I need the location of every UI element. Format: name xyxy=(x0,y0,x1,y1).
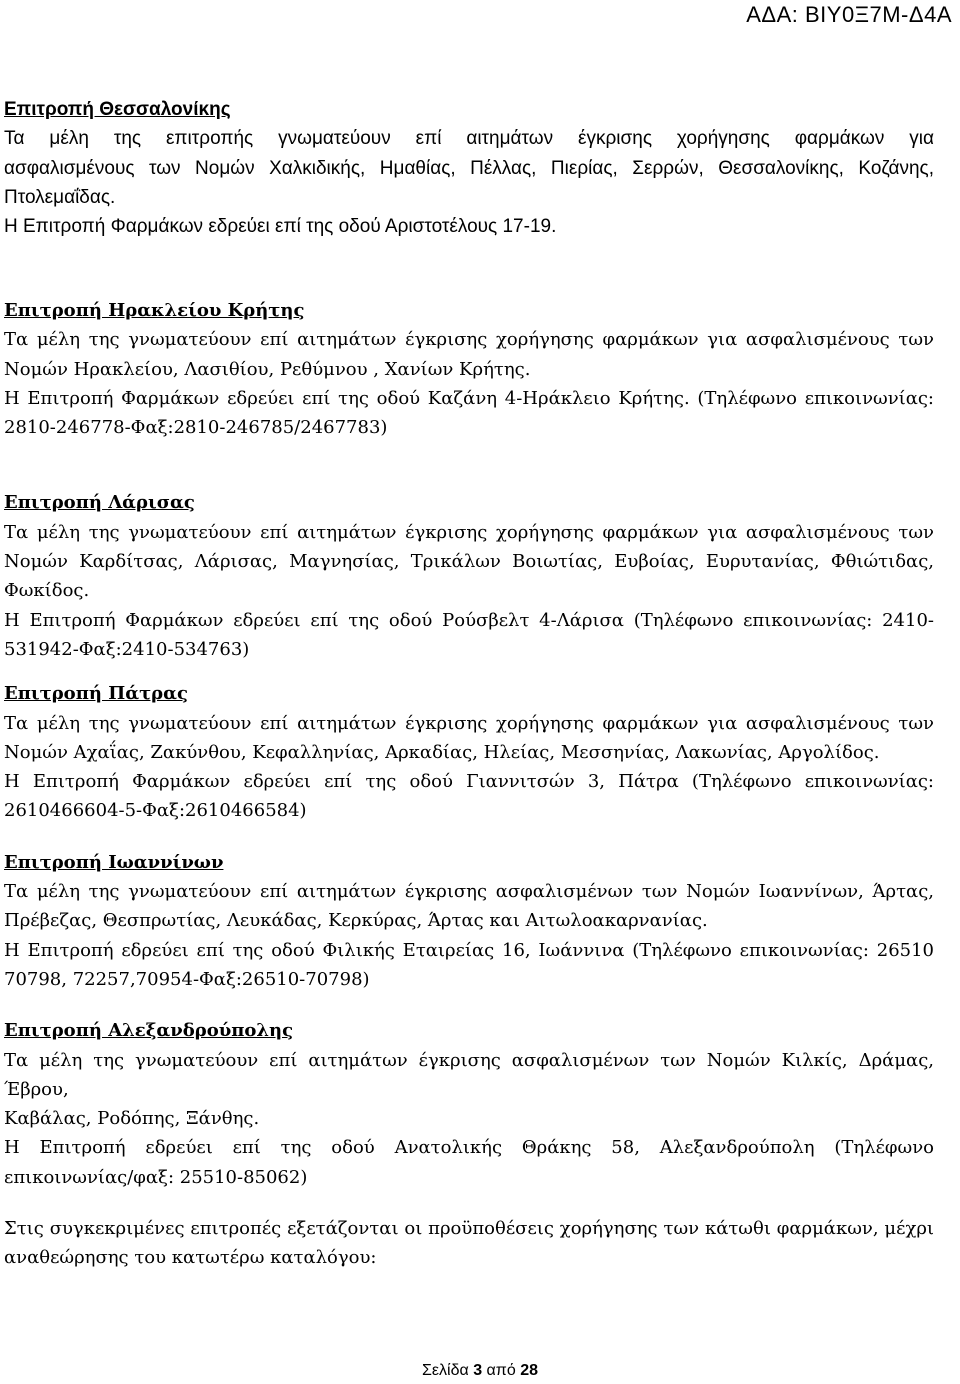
section-line: Η Επιτροπή εδρεύει επί της οδού Φιλικής Εταιρείας 16, Ιωάννινα (Τηλέφωνο επικοινωνίας: 26510 xyxy=(4,939,934,961)
section-line: Τα μέλη της επιτροπής γνωματεύουν επί αιτημάτων έγκρισης χορήγησης φαρμάκων για xyxy=(4,128,934,150)
section-line: ασφαλισμένους των Νομών Χαλκιδικής, Ημαθίας, Πέλλας, Πιερίας, Σερρών, Θεσσαλονίκης, Κοζάνης, xyxy=(4,157,934,179)
section-patra xyxy=(4,679,934,825)
section-larisa xyxy=(4,488,934,664)
section-line: Τα μέλη της γνωματεύουν επί αιτημάτων έγκρισης ασφαλισμένων των Νομών Ιωαννίνων, Άρτας, xyxy=(4,881,934,903)
section-line: Η Επιτροπή Φαρμάκων εδρεύει επί της οδού Γιαννιτσών 3, Πάτρα (Τηλέφωνο επικοινωνίας: xyxy=(4,771,934,793)
section-alexandroupoli xyxy=(4,1016,934,1192)
section-line: Νομών Καρδίτσας, Λάρισας, Μαγνησίας, Τρικάλων Βοιωτίας, Ευβοίας, Ευρυτανίας, Φθιώτιδας, xyxy=(4,551,934,573)
section-line: 2810-246778-Φαξ:2810-246785/2467783) xyxy=(4,417,388,439)
section-title: Επιτροπή Ηρακλείου Κρήτης xyxy=(4,300,305,321)
section-thessaloniki xyxy=(4,95,934,242)
section-line: Πρέβεζας, Θεσπρωτίας, Λευκάδας, Κερκύρας, Άρτας και Αιτωλοακαρνανίας. xyxy=(4,910,708,932)
section-title: Επιτροπή Αλεξανδρούπολης xyxy=(4,1020,294,1042)
section-title: Επιτροπή Πάτρας xyxy=(4,683,188,705)
section-line: Η Επιτροπή Φαρμάκων εδρεύει επί της οδού Καζάνη 4-Ηράκλειο Κρήτης. (Τηλέφωνο επικοινωνίας: xyxy=(4,387,934,409)
closing-line: Στις συγκεκριμένες επιτροπές εξετάζονται οι προϋποθέσεις χορήγησης των κάτωθι φαρμάκων, μέχρι xyxy=(4,1218,934,1240)
section-title: Επιτροπή Λάρισας xyxy=(4,492,195,514)
section-line: Καβάλας, Ροδόπης, Ξάνθης. xyxy=(4,1108,260,1130)
section-line: Η Επιτροπή εδρεύει επί της οδού Ανατολικής Θράκης 58, Αλεξανδρούπολη (Τηλέφωνο xyxy=(4,1137,934,1159)
section-line: Νομών Αχαΐας, Ζακύνθου, Κεφαλληνίας, Αρκαδίας, Ηλείας, Μεσσηνίας, Λακωνίας, Αργολίδος. xyxy=(4,741,880,763)
page-label: Σελίδα xyxy=(422,1362,469,1379)
section-line: Τα μέλη της γνωματεύουν επί αιτημάτων έγκρισης χορήγησης φαρμάκων για ασφαλισμένους των xyxy=(4,712,934,734)
section-ioannina xyxy=(4,848,934,994)
section-line: 2610466604-5-Φαξ:2610466584) xyxy=(4,800,307,822)
section-line: επικοινωνίας/φαξ: 25510-85062) xyxy=(4,1166,308,1188)
page-current: 3 xyxy=(473,1362,483,1379)
section-line: Φωκίδος. xyxy=(4,580,90,602)
section-line: 531942-Φαξ:2410-534763) xyxy=(4,638,250,660)
section-title: Επιτροπή Θεσσαλονίκης xyxy=(4,99,231,120)
closing-line: αναθεώρησης του κατωτέρω καταλόγου: xyxy=(4,1247,377,1269)
section-line: Η Επιτροπή Φαρμάκων εδρεύει επί της οδού Ρούσβελτ 4-Λάρισα (Τηλέφωνο επικοινωνίας: 2410- xyxy=(4,609,934,631)
document-body xyxy=(4,95,934,1273)
closing-paragraph xyxy=(4,1214,934,1273)
ada-code: ΑΔΑ: ΒΙΥ0Ξ7Μ-Δ4Α xyxy=(746,2,952,27)
section-line: Τα μέλη της γνωματεύουν επί αιτημάτων έγκρισης ασφαλισμένων των Νομών Κιλκίς, Δράμας, Έβρου, xyxy=(4,1049,934,1100)
section-title: Επιτροπή Ιωαννίνων xyxy=(4,851,224,873)
page-total: 28 xyxy=(520,1362,538,1379)
section-heraklion xyxy=(4,296,934,442)
section-line: Η Επιτροπή Φαρμάκων εδρεύει επί της οδού Αριστοτέλους 17-19. xyxy=(4,216,557,238)
section-line: Πτολεμαΐδας. xyxy=(4,186,116,208)
section-line: Τα μέλη της γνωματεύουν επί αιτημάτων έγκρισης χορήγησης φαρμάκων για ασφαλισμένους των xyxy=(4,329,934,351)
section-line: Νομών Ηρακλείου, Λασιθίου, Ρεθύμνου , Χανίων Κρήτης. xyxy=(4,358,531,380)
page-footer xyxy=(0,1362,960,1380)
section-line: Τα μέλη της γνωματεύουν επί αιτημάτων έγκρισης χορήγησης φαρμάκων για ασφαλισμένους των xyxy=(4,521,934,543)
section-line: 70798, 72257,70954-Φαξ:26510-70798) xyxy=(4,968,370,990)
page-separator: από xyxy=(486,1362,516,1379)
